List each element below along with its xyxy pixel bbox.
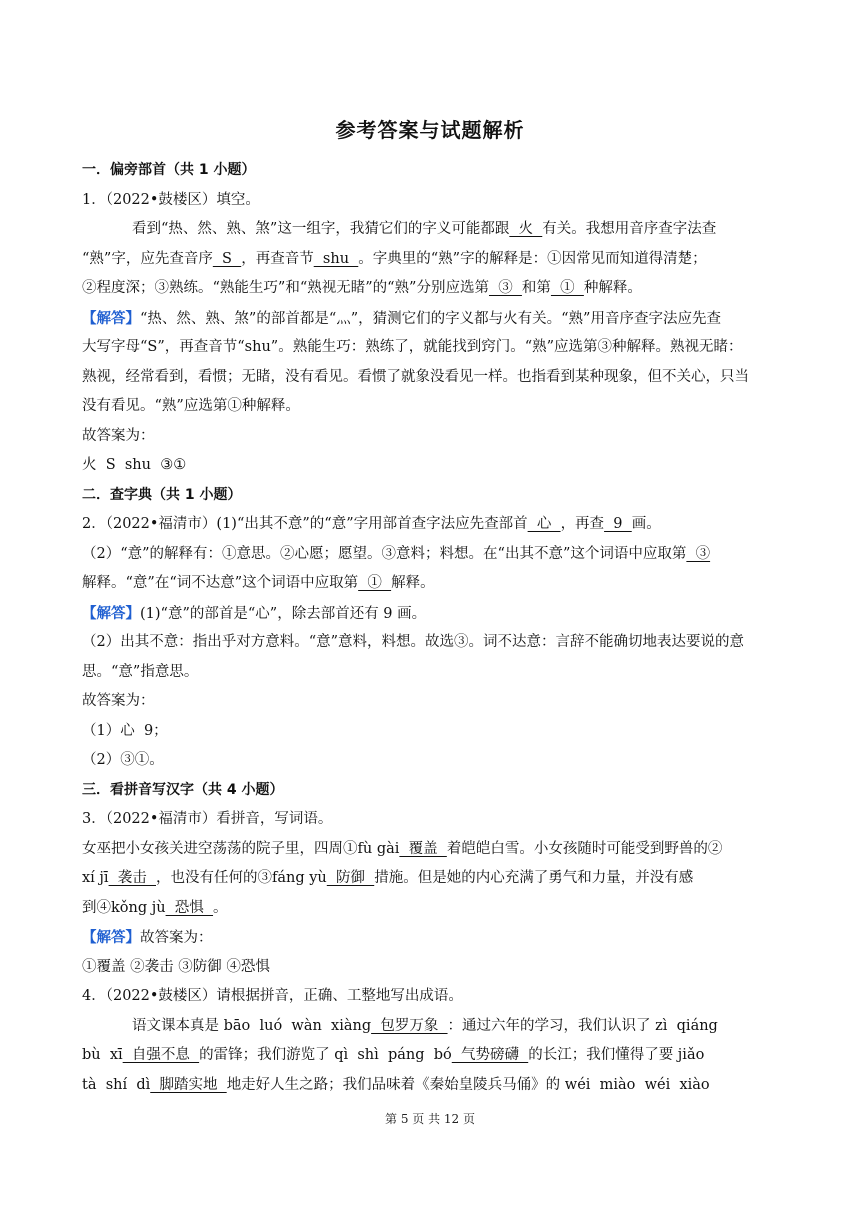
answer-blank: 包罗万象 xyxy=(371,1017,448,1034)
explanation-1-line-3: 熟视，经常看到，看惯；无睹，没有看见。看惯了就象没看见一样。也指看到某种现象，但不关心，只当 xyxy=(82,368,749,385)
question-1-number: 1．（2022•鼓楼区）填空。 xyxy=(82,191,260,208)
question-1-line-2: “熟”字，应先查音序 S ，再查音节 shu 。字典里的“熟”字的解释是：①因常见而知道得清楚； xyxy=(82,250,707,267)
question-3-line-2: xí jī 袭击 ，也没有任何的③fáng yù 防御 措施。但是她的内心充满了勇气和力量，并没有感 xyxy=(82,870,694,886)
explanation-1-line-4: 没有看见。“熟”应选第①种解释。 xyxy=(82,398,300,414)
answer-blank: 恐惧 xyxy=(165,899,214,916)
question-2-line-2: （2）“意”的解释有：①意思。②心愿；愿望。③意料；料想。在“出其不意”这个词语中应取第 ③ xyxy=(82,545,711,562)
explanation-1-line-1: 【解答】“热、然、熟、煞”的部首都是“灬”，猜测它们的字义都与火有关。“熟”用音序查字法应先查 xyxy=(82,309,721,327)
question-1-line-1: 看到“热、然、熟、煞”这一组字，我猜它们的字义可能都跟 火 有关。我想用音序查字法查 xyxy=(132,221,717,237)
answer-label: 故答案为： xyxy=(82,427,155,444)
answer-blank: 脚踏实地 xyxy=(150,1076,227,1093)
section-heading-radicals: 一．偏旁部首（共 1 小题） xyxy=(82,162,256,178)
question-4-number: 4．（2022•鼓楼区）请根据拼音，正确、工整地写出成语。 xyxy=(82,988,463,1004)
page-footer: 第 5 页 共 12 页 xyxy=(385,1112,475,1126)
answer-tag: 【解答】 xyxy=(82,309,140,327)
explanation-3: 【解答】故答案为： xyxy=(82,929,213,946)
explanation-2-line-2: （2）出其不意：指出乎对方意料。“意”意料，料想。故选③。词不达意：言辞不能确切地表达要说的意 xyxy=(82,634,745,650)
answer-blank: 心 xyxy=(527,516,561,532)
question-4-line-1: 语文课本真是 bāo luó wàn xiàng 包罗万象 ：通过六年的学习，我们认识了 zì qiáng xyxy=(132,1017,718,1034)
answer-1: 火 S shu ③① xyxy=(82,457,187,473)
answer-blank: 自强不息 xyxy=(122,1047,200,1063)
document-body xyxy=(82,156,782,1100)
answer-blank: 袭击 xyxy=(108,870,156,886)
question-1-line-3: ②程度深；③熟练。“熟能生巧”和“熟视无睹”的“熟”分别应选第 ③ 和第 ① 种解释。 xyxy=(82,280,642,296)
answer-blank: 9 xyxy=(604,516,632,532)
page-title: 参考答案与试题解析 xyxy=(335,118,525,142)
answer-blank: ③ xyxy=(488,280,522,296)
question-4-line-3: tà shí dì 脚踏实地 地走好人生之路；我们品味着《秦始皇陵兵马俑》的 wéi miào wéi xiào xyxy=(82,1076,710,1093)
section-heading-pinyin: 三．看拼音写汉字（共 4 小题） xyxy=(82,781,284,798)
question-2-line-3: 解释。“意”在“词不达意”这个词语中应取第 ① 解释。 xyxy=(82,575,435,591)
question-3-number: 3．（2022•福清市）看拼音，写词语。 xyxy=(82,811,333,827)
question-3-line-3: 到④kǒng jù 恐惧 。 xyxy=(82,899,228,916)
answer-tag: 【解答】 xyxy=(82,604,140,622)
answer-blank: S xyxy=(212,250,242,267)
answer-blank: 火 xyxy=(509,221,543,237)
answer-blank: ③ xyxy=(686,545,711,562)
answer-tag: 【解答】 xyxy=(82,929,140,946)
section-heading-dictionary: 二．查字典（共 1 小题） xyxy=(82,486,242,503)
answer-blank: 气势磅礴 xyxy=(451,1047,529,1063)
answer-label: 故答案为： xyxy=(82,693,155,709)
question-4-line-2: bù xī 自强不息 的雷锋；我们游览了 qì shì páng bó 气势磅礴 的长江；我们懂得了要 jiǎo xyxy=(82,1047,705,1063)
answer-blank: shu xyxy=(313,250,359,267)
answer-blank: 覆盖 xyxy=(399,840,447,857)
explanation-2-line-1: 【解答】(1)“意”的部首是“心”，除去部首还有 9 画。 xyxy=(82,604,427,622)
explanation-1-line-2: 大写字母“S”，再查音节“shu”。熟能生巧：熟练了，就能找到窍门。“熟”应选第③种解释。熟视无睹： xyxy=(82,339,743,355)
question-2-line-1: 2．（2022•福清市）(1)“出其不意”的“意”字用部首查字法应先查部首 心 ，再查 9 画。 xyxy=(82,516,661,532)
answer-blank: ① xyxy=(358,575,392,591)
answer-blank: ① xyxy=(550,280,584,296)
question-3-line-1: 女巫把小女孩关进空荡荡的院子里，四周①fù gài 覆盖 着皑皑白雪。小女孩随时可能受到野兽的② xyxy=(82,840,723,857)
answer-2-part-2: （2）③①。 xyxy=(82,752,164,768)
explanation-2-line-3: 思。“意”指意思。 xyxy=(82,663,199,680)
answer-blank: 防御 xyxy=(326,870,375,886)
answer-2-part-1: （1）心 9； xyxy=(82,722,168,739)
answer-3: ①覆盖 ②袭击 ③防御 ④恐惧 xyxy=(82,958,270,975)
